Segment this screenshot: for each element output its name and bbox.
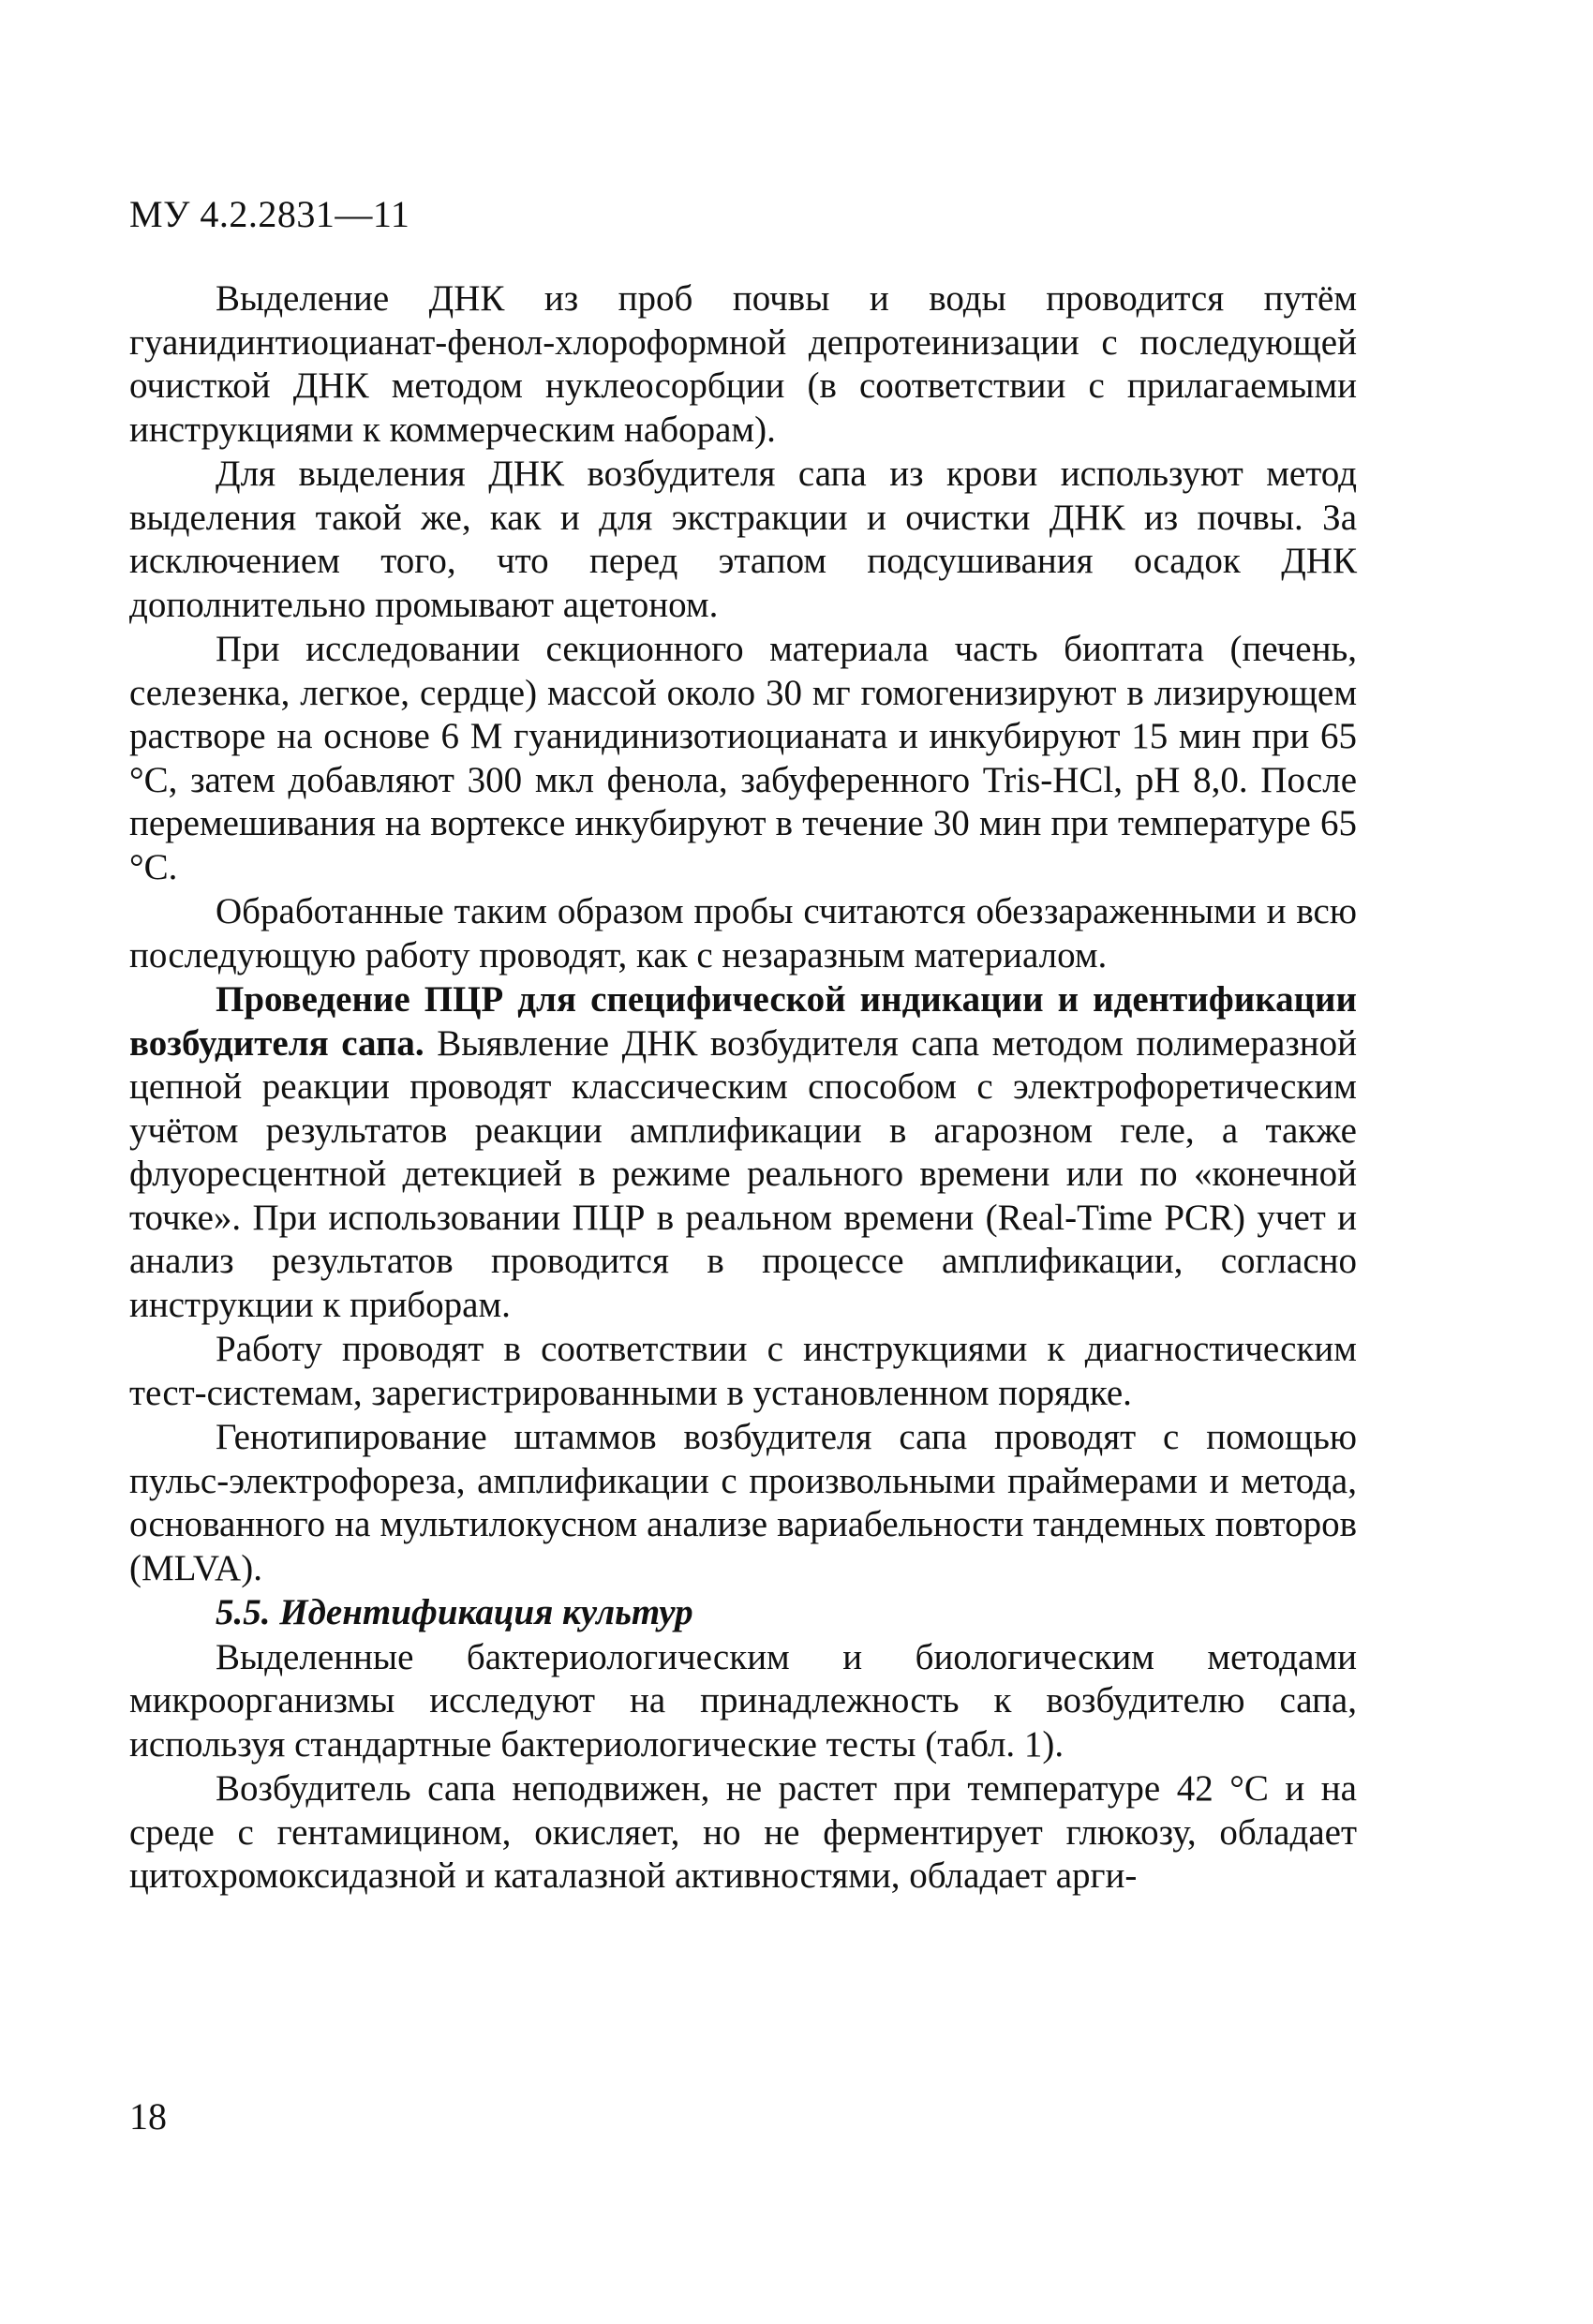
paragraph-dna-extraction-soil-water: Выделение ДНК из проб почвы и воды проводится путём гуанидинтиоцианат-фенол-хлороформной депротеинизации с последующей очисткой ДНК методом нуклеосорбции (в соответствии с прилагаемыми инструкциями к коммерческим наборам).: [129, 278, 1357, 450]
paragraph-pathogen-properties: Возбудитель сапа неподвижен, не растет при температуре 42 °С и на среде с гентамицином, окисляет, но не ферментирует глюкозу, обладает цитохромоксидазной и каталазной активностями, обладает арги-: [129, 1768, 1357, 1896]
paragraph-identification-tests: Выделенные бактериологическим и биологическим методами микроорганизмы исследуют на принадлежность к возбудителю сапа, используя стандартные бактериологические тесты (табл. 1).: [129, 1636, 1357, 1765]
paragraph-test-systems: Работу проводят в соответствии с инструкциями к диагностическим тест-системам, зарегистрированными в установленном порядке.: [129, 1329, 1357, 1413]
paragraph-genotyping: Генотипирование штаммов возбудителя сапа проводят с помощью пульс-электрофореза, амплификации с произвольными праймерами и метода, основанного на мультилокусном анализе вариабельности тандемных повторов (MLVA).: [129, 1417, 1357, 1588]
document-header: МУ 4.2.2831—11: [129, 193, 410, 235]
document-body: [129, 277, 1357, 1899]
pcr-bold-lead: Проведение ПЦР для специфической индикации и идентификации возбудителя сапа.: [129, 979, 1357, 1064]
paragraph-dna-extraction-blood: Для выделения ДНК возбудителя сапа из крови используют метод выделения такой же, как и для экстракции и очистки ДНК из почвы. За исключением того, что перед этапом подсушивания осадок ДНК дополнительно промывают ацетоном.: [129, 454, 1357, 625]
section-title: 5.5. Идентификация культур: [216, 1592, 693, 1632]
page-number: 18: [129, 2095, 167, 2138]
paragraph-decontaminated-samples: Обработанные таким образом пробы считаются обеззараженными и всю последующую работу проводят, как с незаразным материалом.: [129, 891, 1357, 976]
paragraph-section-material: При исследовании секционного материала часть биоптата (печень, селезенка, легкое, сердце) массой около 30 мг гомогенизируют в лизирующем растворе на основе 6 М гуанидинизотиоцианата и инкубируют 15 мин при 65 °С, затем добавляют 300 мкл фенола, забуференного Tris-HCl, pH 8,0. После перемешивания на вортексе инкубируют в течение 30 мин при температуре 65 °С.: [129, 629, 1357, 887]
pcr-text: Выявление ДНК возбудителя сапа методом полимеразной цепной реакции проводят классическим способом с электрофоретическим учётом результатов реакции амплификации в агарозном геле, а также флуоресцентной детекцией в режиме реального времени или по «конечной точке». При использовании ПЦР в реальном времени (Real-Time PCR) учет и анализ результатов проводится в процессе амплификации, согласно инструкции к приборам.: [129, 1022, 1357, 1325]
paragraph-pcr: [129, 978, 1357, 1327]
